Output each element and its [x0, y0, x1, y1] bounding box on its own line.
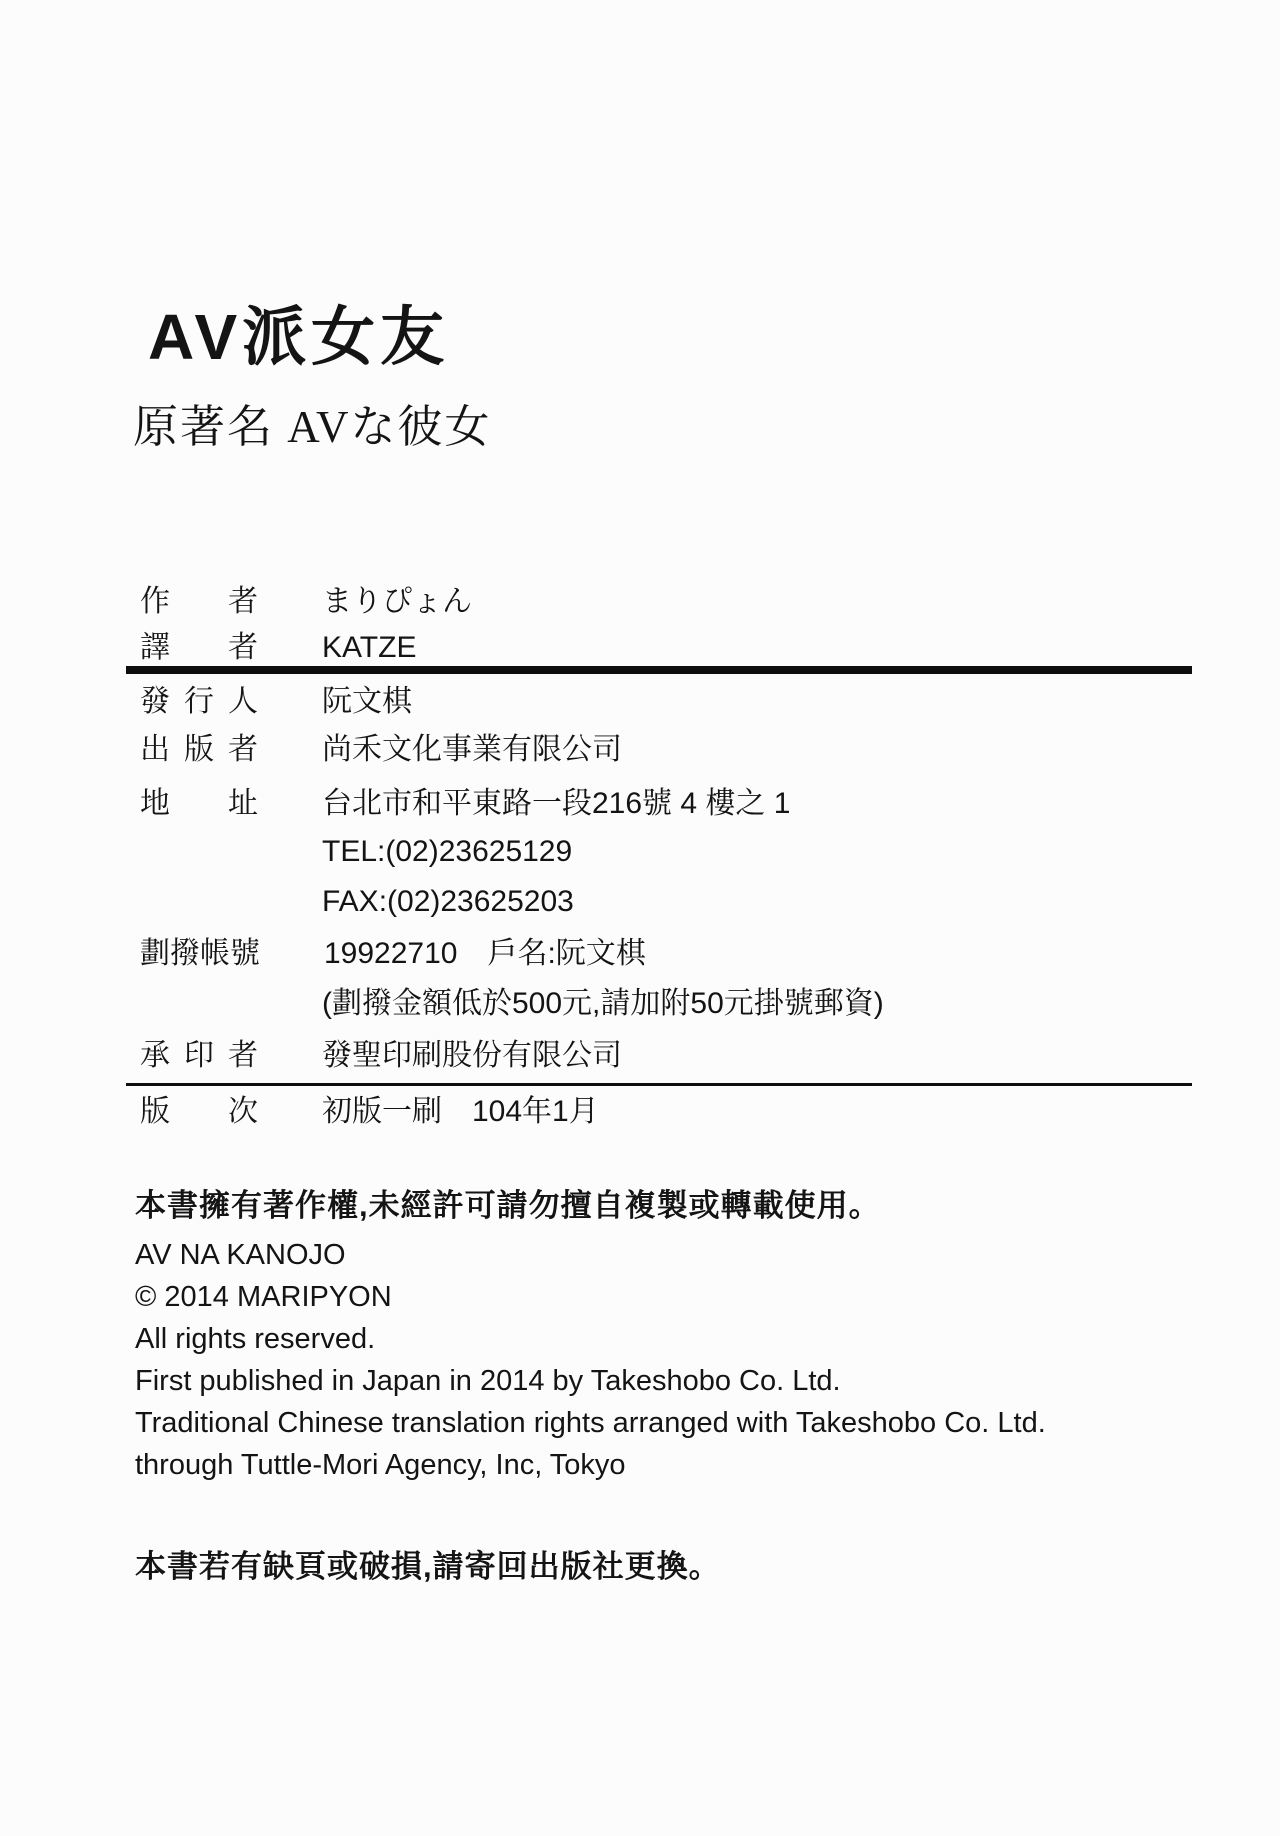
row-value: FAX:(02)23625203 — [322, 885, 574, 918]
row-label: 劃 撥 帳 號 — [140, 937, 260, 970]
row-value: まりぴょん — [322, 585, 472, 618]
row-value: KATZE — [322, 631, 417, 664]
row-label: 作 者 — [140, 585, 258, 618]
rights-line: Traditional Chinese translation rights arranged with Takeshobo Co. Ltd. — [135, 1407, 1046, 1439]
colophon-row-postal-account — [140, 936, 1210, 972]
row-value: 19922710 戶名:阮文棋 — [324, 937, 646, 970]
copyright-notice: 本書擁有著作權,未經許可請勿擅自複製或轉載使用。 — [135, 1188, 881, 1223]
colophon-row-translator — [140, 630, 1210, 666]
row-label: 發 行 人 — [140, 685, 258, 718]
colophon-row-postal-note — [140, 986, 1210, 1022]
original-title: 原著名 AVな彼女 — [133, 402, 492, 452]
row-label — [140, 986, 258, 1022]
colophon-row-printer — [140, 1038, 1210, 1074]
rights-line: First published in Japan in 2014 by Takeshobo Co. Ltd. — [135, 1365, 841, 1397]
row-label: 出 版 者 — [140, 733, 258, 766]
rights-line: © 2014 MARIPYON — [135, 1281, 392, 1313]
colophon-row-publisher-person — [140, 684, 1210, 720]
row-label: 譯 者 — [140, 631, 258, 664]
colophon-row-publishing-company — [140, 732, 1210, 768]
row-label: 承 印 者 — [140, 1039, 258, 1072]
divider-thick — [126, 666, 1192, 674]
row-value: 尚禾文化事業有限公司 — [322, 733, 622, 766]
row-label: 版 次 — [140, 1095, 258, 1128]
row-label — [140, 884, 258, 920]
colophon-row-fax — [140, 884, 1210, 920]
row-value: 台北市和平東路一段216號 4 樓之 1 — [322, 787, 791, 820]
page-title: AV派女友 — [148, 301, 450, 373]
rights-line: AV NA KANOJO — [135, 1239, 346, 1271]
colophon-row-author — [140, 584, 1210, 620]
rights-line: through Tuttle-Mori Agency, Inc, Tokyo — [135, 1449, 626, 1481]
divider-thin — [126, 1083, 1192, 1086]
rights-line: All rights reserved. — [135, 1323, 376, 1355]
colophon-row-edition — [140, 1094, 1210, 1130]
row-value: 初版一刷 104年1月 — [322, 1095, 599, 1128]
row-value: 阮文棋 — [322, 685, 412, 718]
row-value: TEL:(02)23625129 — [322, 835, 573, 868]
row-label — [140, 834, 258, 870]
rights-block — [135, 1234, 1046, 1486]
colophon-row-tel — [140, 834, 1210, 870]
colophon-row-address — [140, 786, 1210, 822]
row-value: (劃撥金額低於500元,請加附50元掛號郵資) — [322, 987, 884, 1020]
row-label: 地 址 — [140, 787, 258, 820]
damage-notice: 本書若有缺頁或破損,請寄回出版社更換。 — [135, 1549, 721, 1584]
row-value: 發聖印刷股份有限公司 — [322, 1039, 622, 1072]
